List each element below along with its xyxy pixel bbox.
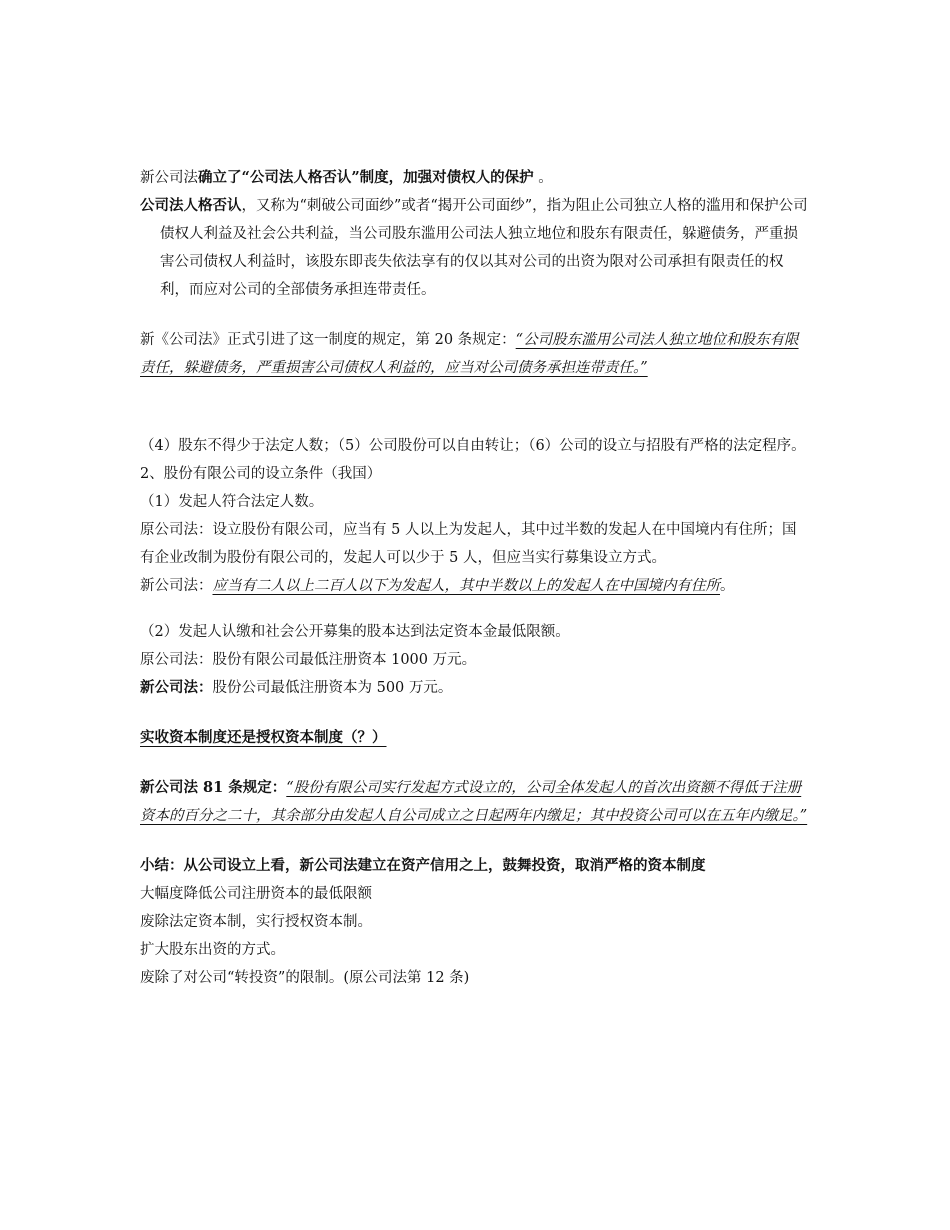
paragraph-condition-1: （1）发起人符合法定人数。: [140, 494, 324, 510]
new-law-promoters-underlined: 应当有二人以上二百人以下为发起人，其中半数以上的发起人在中国境内有住所: [212, 578, 720, 594]
paragraph-new-law-capital: 新公司法：股份公司最低注册资本为 500 万元。: [140, 679, 453, 696]
summary-item-1: 大幅度降低公司注册资本的最低限额: [140, 886, 372, 902]
paragraph-veil-intro: 新公司法确立了“公司法人格否认”制度，加强对债权人的保护 。: [140, 169, 553, 186]
summary-item-2: 废除法定资本制，实行授权资本制。: [140, 914, 372, 930]
paragraph-article-81: 新公司法 81 条规定：“股份有限公司实行发起方式设立的，公司全体发起人的首次出资额不得低于注册资本的百分之二十，其余部分由发起人自公司成立之日起两年内缴足；其中投资公司可以在五年内缴足。”: [140, 779, 808, 824]
heading-capital-system: 实收资本制度还是授权资本制度（？）: [140, 729, 387, 746]
summary-item-4: 废除了对公司“转投资”的限制。(原公司法第 12 条): [140, 970, 470, 986]
article-20-quote: “公司股东滥用公司法人独立地位和股东有限责任，躲避债务，严重损害公司债权人利益的，应当对公司债务承担连带责任。”: [140, 332, 799, 376]
paragraph-old-law-capital: 原公司法：股份有限公司最低注册资本 1000 万元。: [140, 652, 477, 668]
paragraph-condition-2: （2）发起人认缴和社会公开募集的股本达到法定资本金最低限额。: [140, 624, 570, 640]
paragraph-article-20: 新《公司法》正式引进了这一制度的规定，第 20 条规定：“公司股东滥用公司法人独立地位和股东有限责任，躲避债务，严重损害公司债权人利益的，应当对公司债务承担连带责任。”: [140, 332, 799, 376]
veil-term: 公司法人格否认: [140, 197, 242, 214]
article-81-quote: “股份有限公司实行发起方式设立的，公司全体发起人的首次出资额不得低于注册资本的百分之二十，其余部分由发起人自公司成立之日起两年内缴足；其中投资公司可以在五年内缴足。”: [140, 780, 808, 824]
summary-heading: 小结：从公司设立上看，新公司法建立在资产信用之上，鼓舞投资，取消严格的资本制度: [140, 857, 706, 874]
paragraph-shareholder-conditions: （4）股东不得少于法定人数；（5）公司股份可以自由转让；（6）公司的设立与招股有严格的法定程序。: [140, 438, 806, 454]
paragraph-new-law-promoters: 新公司法：应当有二人以上二百人以下为发起人，其中半数以上的发起人在中国境内有住所。: [140, 578, 735, 594]
veil-intro-bold: 确立了“公司法人格否认”制度，加强对债权人的保护: [198, 169, 534, 186]
summary-item-3: 扩大股东出资的方式。: [140, 942, 285, 958]
paragraph-old-law-promoters: 原公司法：设立股份有限公司，应当有 5 人以上为发起人，其中过半数的发起人在中国境内有住所；国有企业改制为股份有限公司的，发起人可以少于 5 人，但应当实行募集设立方式。: [140, 522, 797, 566]
section-heading-establishment: 2、股份有限公司的设立条件（我国）: [140, 466, 382, 482]
paragraph-veil-definition: 公司法人格否认，又称为“刺破公司面纱”或者“揭开公司面纱”，指为阻止公司独立人格的滥用和保护公司债权人利益及社会公共利益，当公司股东滥用公司法人独立地位和股东有限责任，躲避债务，严重损害公司债权人利益时，该股东即丧失依法享有的仅以其对公司的出资为限对公司承担有限责任的权利，而应对公司的全部债务承担连带责任。: [140, 197, 808, 298]
document-page: [140, 164, 810, 992]
